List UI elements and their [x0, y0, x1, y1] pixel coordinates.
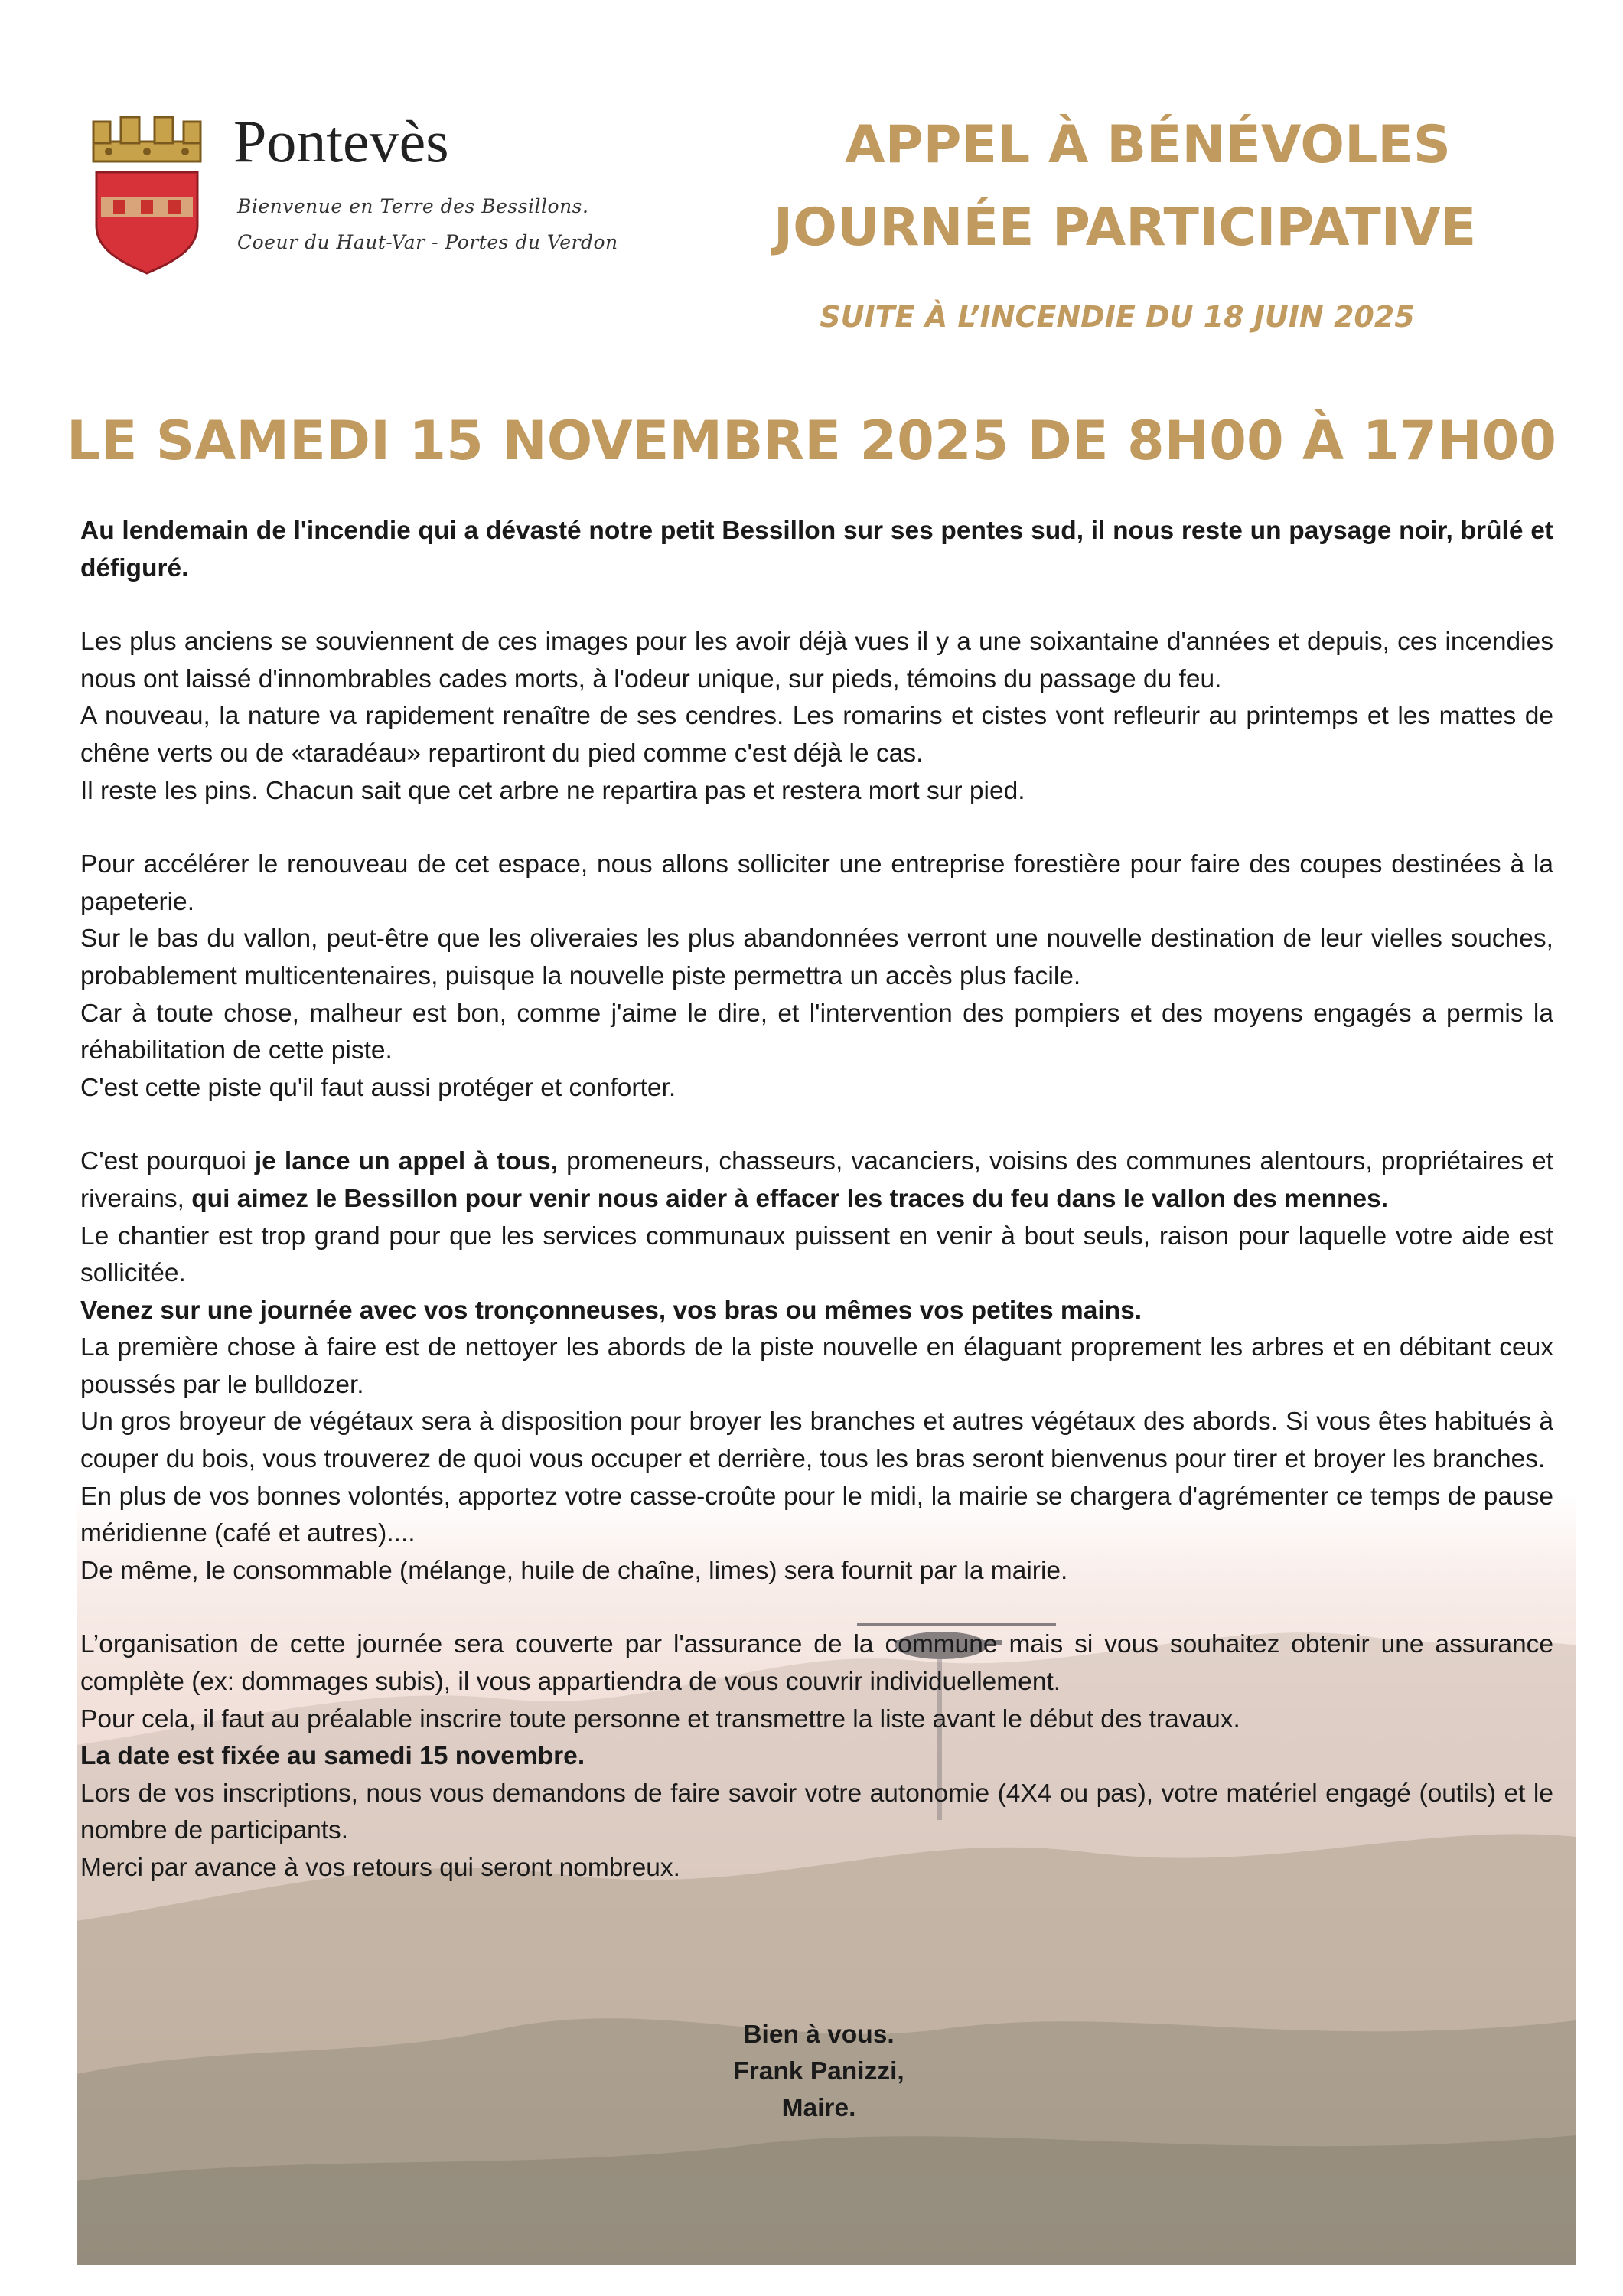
- event-date-heading: LE SAMEDI 15 NOVEMBRE 2025 DE 8H00 À 17H00: [67, 409, 1556, 472]
- subtitle-fire-date: SUITE À L’INCENDIE DU 18 JUIN 2025: [820, 300, 1415, 334]
- tagline-region: Coeur du Haut-Var - Portes du Verdon: [237, 231, 618, 253]
- paragraph-renewal: [80, 846, 1553, 1107]
- paragraph-line: Les plus anciens se souviennent de ces images pour les avoir déjà vues il y a une soixantaine d'années et depuis, ces incendies nous ont laissé d'innombrables cades morts, à l'odeur unique, sur pieds, témoins du passage du feu.: [80, 628, 1553, 693]
- paragraph-line: En plus de vos bonnes volontés, apportez votre casse-croûte pour le midi, la mairie se chargera d'agrémenter ce temps de pause méridienne (café et autres)....: [80, 1482, 1553, 1548]
- paragraph-line: C'est cette piste qu'il faut aussi protéger et conforter.: [80, 1073, 676, 1102]
- paragraph-line-bold: La date est fixée au samedi 15 novembre.: [80, 1742, 585, 1771]
- title-participative-day: JOURNÉE PARTICIPATIVE: [773, 197, 1477, 258]
- paragraph-call-to-action: [80, 1143, 1553, 1590]
- signature-closing: Bien à vous.: [743, 2020, 895, 2049]
- paragraph-line: Lors de vos inscriptions, nous vous demandons de faire savoir votre autonomie (4X4 ou pas), votre matériel engagé (outils) et le nombre de participants.: [80, 1779, 1553, 1845]
- paragraph-line: Car à toute chose, malheur est bon, comme j'aime le dire, et l'intervention des pompiers et des moyens engagés a permis la réhabilitation de cette piste.: [80, 999, 1553, 1065]
- signature-role: Maire.: [781, 2094, 856, 2122]
- title-call-for-volunteers: APPEL À BÉNÉVOLES: [845, 115, 1451, 175]
- town-name: Pontevès: [233, 108, 449, 174]
- paragraph-line: Un gros broyeur de végétaux sera à disposition pour broyer les branches et autres végétaux des abords. Si vous êtes habitués à couper du bois, vous trouverez de quoi vous occuper et derrière, tous les bras seront bienvenus pour tirer et broyer les branches.: [80, 1407, 1553, 1474]
- paragraph-line: C'est pourquoi je lance un appel à tous, promeneurs, chasseurs, vacanciers, voisins des communes alentours, propriétaires et riverains, qui aimez le Bessillon pour venir nous aider à effacer les traces du feu dans le vallon des mennes.: [80, 1147, 1553, 1213]
- paragraph-insurance: [80, 1626, 1553, 1887]
- town-crest-logo: [86, 111, 208, 276]
- paragraph-line: Il reste les pins. Chacun sait que cet arbre ne repartira pas et restera mort sur pied.: [80, 776, 1025, 805]
- shield-icon: [96, 172, 197, 273]
- paragraph-line: Merci par avance à vos retours qui seront nombreux.: [80, 1854, 680, 1882]
- tagline-welcome: Bienvenue en Terre des Bessillons.: [237, 195, 589, 217]
- paragraph-memories: [80, 624, 1553, 810]
- letter-body: [80, 513, 1553, 1887]
- paragraph-line: Le chantier est trop grand pour que les services communaux puissent en venir à bout seuls, raison pour laquelle votre aide est sollicitée.: [80, 1221, 1553, 1288]
- paragraph-line: La première chose à faire est de nettoyer les abords de la piste nouvelle en élaguant proprement les arbres et en débitant ceux poussés par le bulldozer.: [80, 1333, 1553, 1399]
- intro-paragraph: Au lendemain de l'incendie qui a dévasté notre petit Bessillon sur ses pentes sud, il nous reste un paysage noir, brûlé et défiguré.: [80, 517, 1553, 582]
- crown-icon: [93, 117, 200, 161]
- signature-block: [658, 2017, 979, 2127]
- paragraph-line-bold: Venez sur une journée avec vos tronçonneuses, vos bras ou mêmes vos petites mains.: [80, 1296, 1142, 1325]
- paragraph-line: De même, le consommable (mélange, huile de chaîne, limes) sera fournit par la mairie.: [80, 1556, 1068, 1585]
- paragraph-line: L’organisation de cette journée sera couverte par l'assurance de la commune mais si vous souhaitez obtenir une assurance complète (ex: dommages subis), il vous appartiendra de vous couvrir individuellement.: [80, 1630, 1553, 1697]
- signature-name: Frank Panizzi,: [733, 2057, 904, 2086]
- paragraph-line: Pour cela, il faut au préalable inscrire toute personne et transmettre la liste avant le début des travaux.: [80, 1704, 1240, 1733]
- paragraph-line: Pour accélérer le renouveau de cet espace, nous allons solliciter une entreprise forestière pour faire des coupes destinées à la papeterie.: [80, 850, 1553, 916]
- paragraph-line: A nouveau, la nature va rapidement renaître de ses cendres. Les romarins et cistes vont refleurir au printemps et les mattes de chêne verts ou de «taradéau» repartiront du pied comme c'est déjà le cas.: [80, 702, 1553, 768]
- paragraph-line: Sur le bas du vallon, peut-être que les oliveraies les plus abandonnées verront une nouvelle destination de leur vielles souches, probablement multicentenaires, puisque la nouvelle piste permettra un accès plus facile.: [80, 925, 1553, 990]
